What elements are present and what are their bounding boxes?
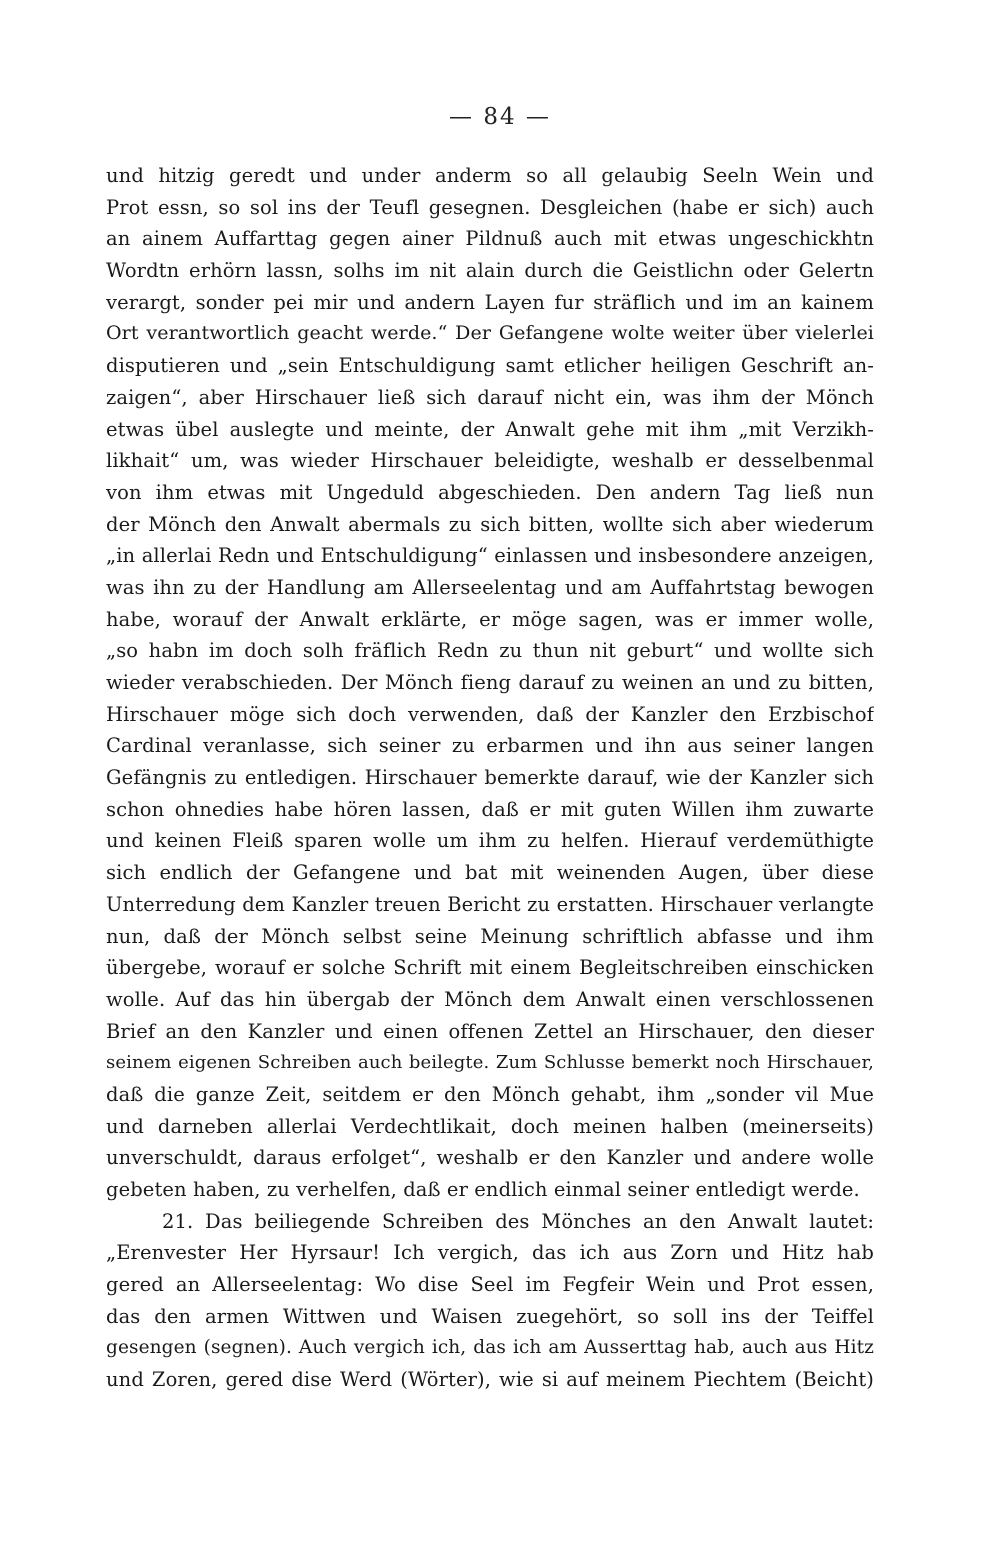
text-line: und darneben allerlai Verdechtlikait, doch meinen halben (meinerseits) — [106, 1114, 874, 1138]
text-line: Brief an den Kanzler und einen offenen Zettel an Hirschauer, den dieser — [106, 1019, 874, 1043]
text-line: unverschuldt, daraus erfolget“, weshalb er den Kanzler und andere wolle — [106, 1146, 874, 1170]
text-line: schon ohnedies habe hören lassen, daß er mit guten Willen ihm zuwarte — [106, 797, 874, 821]
text-line: „in allerlai Redn und Entschuldigung“ einlassen und insbesondere anzeigen, — [106, 544, 874, 568]
text-line: „Erenvester Her Hyrsaur! Ich vergich, das ich aus Zorn und Hitz hab — [106, 1241, 874, 1265]
text-line: Ort verantwortlich geacht werde.“ Der Gefangene wolte weiter über vielerlei — [106, 322, 874, 345]
text-line: an ainem Auffarttag gegen ainer Pildnuß auch mit etwas ungeschickhtn — [106, 227, 874, 251]
section-heading-line: 21. Das beiliegende Schreiben des Mönches an den Anwalt lautet: — [162, 1209, 874, 1233]
text-line: nun, daß der Mönch selbst seine Meinung schriftlich abfasse und ihm — [106, 924, 874, 948]
text-line: disputieren und „sein Entschuldigung samt etlicher heiligen Geschrift an- — [106, 354, 874, 378]
text-line: das den armen Wittwen und Waisen zuegehört, so soll ins der Teiffel — [106, 1304, 874, 1328]
text-line: und hitzig geredt und under anderm so all gelaubig Seeln Wein und — [106, 164, 874, 187]
text-line: und Zoren, gered dise Werd (Wörter), wie si auf meinem Piechtem (Beicht) — [106, 1368, 874, 1392]
text-line: sich endlich der Gefangene und bat mit weinenden Augen, über diese — [106, 861, 874, 885]
text-line: habe, worauf der Anwalt erklärte, er möge sagen, was er immer wolle, — [106, 607, 874, 631]
text-line: zaigen“, aber Hirschauer ließ sich darauf nicht ein, was ihm der Mönch — [106, 385, 874, 409]
text-line: Unterredung dem Kanzler treuen Bericht zu erstatten. Hirschauer verlangte — [106, 892, 874, 916]
text-line: verargt, sonder pei mir und andern Layen fur sträflich und im an kainem — [106, 290, 874, 314]
text-line: was ihn zu der Handlung am Allerseelentag und am Auffahrtstag bewogen — [106, 575, 874, 599]
text-line: Hirschauer möge sich doch verwenden, daß der Kanzler den Erzbischof — [106, 702, 874, 726]
text-line: gebeten haben, zu verhelfen, daß er endlich einmal seiner entledigt werde. — [106, 1178, 860, 1201]
text-line: likhait“ um, was wieder Hirschauer beleidigte, weshalb er desselbenmal — [106, 449, 874, 473]
text-line: wolle. Auf das hin übergab der Mönch dem Anwalt einen verschlossenen — [106, 987, 874, 1011]
text-line: gesengen (segnen). Auch vergich ich, das ich am Ausserttag hab, auch aus Hitz — [106, 1337, 874, 1359]
text-line: wieder verabschieden. Der Mönch fieng darauf zu weinen an und zu bitten, — [106, 671, 874, 694]
text-line: Prot essn, so sol ins der Teufl gesegnen. Desgleichen (habe er sich) auch — [106, 195, 874, 219]
text-line: daß die ganze Zeit, seitdem er den Mönch gehabt, ihm „sonder vil Mue — [106, 1082, 874, 1106]
body-text — [106, 160, 874, 1396]
text-line: „so habn im doch solh fräflich Redn zu thun nit geburt“ und wollte sich — [106, 639, 874, 663]
text-line: etwas übel auslegte und meinte, der Anwalt gehe mit ihm „mit Verzikh- — [106, 417, 874, 441]
text-line: Gefängnis zu entledigen. Hirschauer bemerkte darauf, wie der Kanzler sich — [106, 766, 874, 790]
text-line: Wordtn erhörn lassn, solhs im nit alain durch die Geistlichn oder Gelertn — [106, 259, 874, 283]
text-line: und keinen Fleiß sparen wolle um ihm zu helfen. Hierauf verdemüthigte — [106, 829, 874, 853]
text-line: seinem eigenen Schreiben auch beilegte. Zum Schlusse bemerkt noch Hirschauer, — [106, 1052, 874, 1074]
text-line: übergebe, worauf er solche Schrift mit einem Begleitschreiben einschicken — [106, 956, 874, 980]
text-line: Cardinal veranlasse, sich seiner zu erbarmen und ihn aus seiner langen — [106, 734, 874, 758]
text-line: der Mönch den Anwalt abermals zu sich bitten, wollte sich aber wiederum — [106, 512, 874, 536]
page-number: — 84 — — [449, 104, 551, 130]
text-line: gered an Allerseelentag: Wo dise Seel im Fegfeir Wein und Prot essen, — [106, 1273, 874, 1297]
text-line: von ihm etwas mit Ungeduld abgeschieden. Den andern Tag ließ nun — [106, 480, 874, 504]
